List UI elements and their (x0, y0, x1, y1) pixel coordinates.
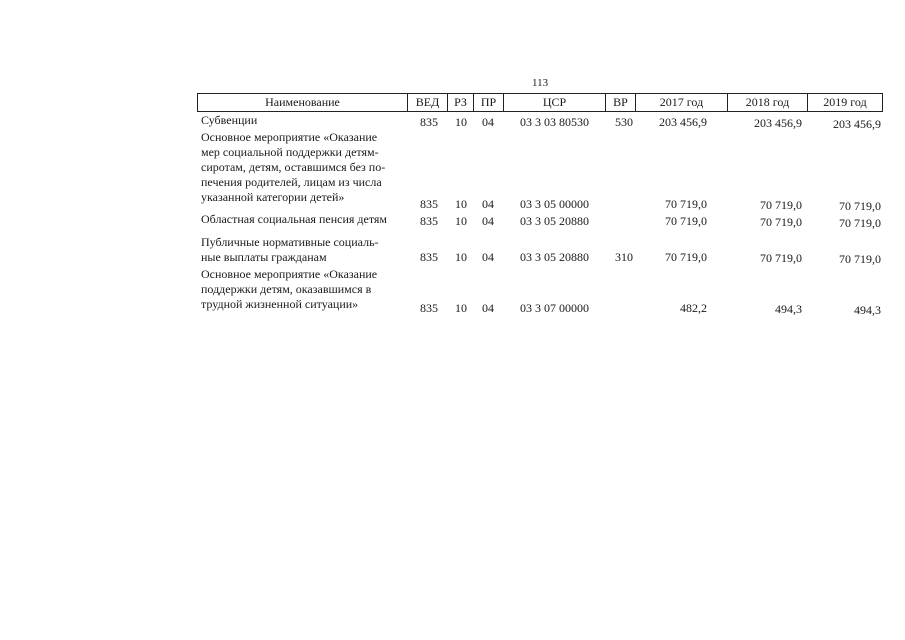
cell-2019: 70 719,0 (839, 252, 881, 266)
row-name (201, 212, 406, 227)
row-name (201, 235, 406, 265)
row-name-line: Областная социальная пенсия детям (201, 212, 388, 226)
cell-2019: 203 456,9 (833, 117, 881, 131)
cell-vr: 530 (615, 115, 633, 129)
cell-2017: 203 456,9 (659, 115, 707, 129)
row-name-line: Основное мероприятие «Оказание (201, 267, 378, 281)
header-ved: ВЕД (407, 94, 447, 111)
cell-rz: 10 (455, 250, 467, 264)
header-csr: ЦСР (503, 94, 605, 111)
row-name-line: Публичные нормативные социаль- (201, 235, 379, 249)
row-name-line: указанной категории детей» (201, 190, 345, 204)
header-2019: 2019 год (807, 94, 883, 111)
cell-2018: 70 719,0 (760, 251, 802, 265)
row-name-line: мер социальной поддержки детям- (201, 145, 379, 159)
row-name-line: Субвенции (201, 113, 258, 127)
header-rz: РЗ (447, 94, 473, 111)
cell-ved: 835 (420, 197, 438, 211)
row-name-line: ные выплаты гражданам (201, 250, 327, 264)
cell-rz: 10 (455, 301, 467, 315)
cell-2019: 70 719,0 (839, 199, 881, 213)
cell-2018: 494,3 (775, 302, 802, 316)
cell-2019: 494,3 (854, 303, 881, 317)
table-header (197, 93, 883, 112)
row-name-line: сиротам, детям, оставшимся без по- (201, 160, 386, 174)
header-pr: ПР (473, 94, 503, 111)
row-name-line: Основное мероприятие «Оказание (201, 130, 378, 144)
row-name (201, 113, 406, 128)
cell-2017: 70 719,0 (665, 214, 707, 228)
cell-2019: 70 719,0 (839, 216, 881, 230)
row-name (201, 267, 406, 312)
cell-vr: 310 (615, 250, 633, 264)
cell-rz: 10 (455, 214, 467, 228)
header-name: Наименование (197, 94, 407, 111)
cell-rz: 10 (455, 115, 467, 129)
cell-csr: 03 3 05 20880 (520, 250, 589, 264)
cell-2017: 70 719,0 (665, 197, 707, 211)
cell-ved: 835 (420, 115, 438, 129)
cell-2018: 203 456,9 (754, 116, 802, 130)
header-2017: 2017 год (635, 94, 727, 111)
cell-ved: 835 (420, 250, 438, 264)
cell-csr: 03 3 03 80530 (520, 115, 589, 129)
cell-rz: 10 (455, 197, 467, 211)
cell-2017: 482,2 (680, 301, 707, 315)
cell-pr: 04 (482, 197, 494, 211)
cell-2018: 70 719,0 (760, 198, 802, 212)
cell-2017: 70 719,0 (665, 250, 707, 264)
header-vr: ВР (605, 94, 635, 111)
cell-csr: 03 3 05 20880 (520, 214, 589, 228)
row-name-line: поддержки детям, оказавшимся в (201, 282, 372, 296)
cell-csr: 03 3 05 00000 (520, 197, 589, 211)
cell-pr: 04 (482, 214, 494, 228)
row-name-line: трудной жизненной ситуации» (201, 297, 359, 311)
cell-pr: 04 (482, 250, 494, 264)
page-number: 113 (532, 77, 549, 89)
header-2018: 2018 год (727, 94, 807, 111)
cell-ved: 835 (420, 301, 438, 315)
cell-ved: 835 (420, 214, 438, 228)
cell-pr: 04 (482, 115, 494, 129)
row-name-line: печения родителей, лицам из числа (201, 175, 382, 189)
cell-2018: 70 719,0 (760, 215, 802, 229)
row-name (201, 130, 406, 205)
cell-csr: 03 3 07 00000 (520, 301, 589, 315)
cell-pr: 04 (482, 301, 494, 315)
